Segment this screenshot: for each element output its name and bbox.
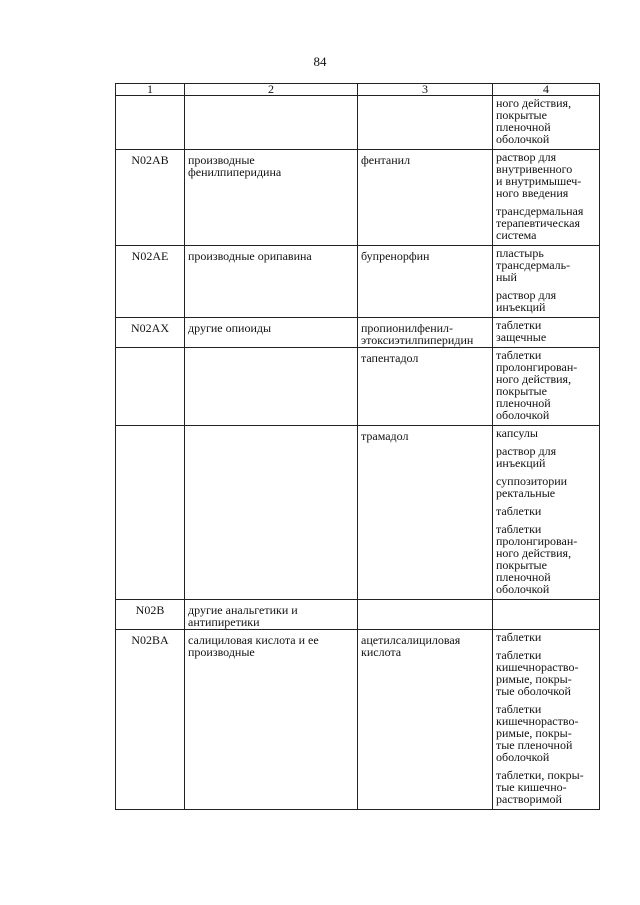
drug-cell [358, 96, 493, 150]
atc-code-cell: N02B [116, 600, 185, 630]
atc-code-cell: N02AX [116, 318, 185, 348]
dosage-form: таблетки защечные [496, 318, 547, 344]
forms-cell [493, 630, 600, 810]
column-header-4: 4 [493, 84, 600, 96]
forms-cell [493, 318, 600, 348]
dosage-form: таблетки [496, 630, 542, 644]
forms-cell [493, 150, 600, 246]
drug-cell: фентанил [358, 150, 493, 246]
dosage-form: пластырь трансдермаль- ный [496, 246, 571, 284]
group-cell: производные орипавина [185, 246, 358, 318]
table-row [116, 150, 600, 246]
drug-cell: тапентадол [358, 348, 493, 426]
atc-code-cell: N02AB [116, 150, 185, 246]
group-cell [185, 348, 358, 426]
dosage-form: трансдермальная терапевтическая система [496, 204, 584, 242]
drug-cell [358, 600, 493, 630]
dosage-form [493, 600, 599, 605]
table-row [116, 318, 600, 348]
dosage-form: таблетки кишечнораство- римые, покры- тые оболочкой [496, 648, 579, 698]
dosage-form: таблетки [496, 504, 542, 518]
drug-cell: пропионилфенил- этоксиэтилпиперидин [358, 318, 493, 348]
forms-cell [493, 426, 600, 600]
atc-code-cell [116, 348, 185, 426]
forms-cell [493, 600, 600, 630]
group-cell: салициловая кислота и ее производные [185, 630, 358, 810]
column-header-2: 2 [185, 84, 358, 96]
group-cell [185, 426, 358, 600]
atc-code-cell: N02AE [116, 246, 185, 318]
group-cell: другие анальгетики и антипиретики [185, 600, 358, 630]
forms-cell [493, 246, 600, 318]
dosage-form: раствор для инъекций [496, 444, 557, 470]
drug-cell: трамадол [358, 426, 493, 600]
forms-cell [493, 96, 600, 150]
drug-table [115, 83, 600, 810]
atc-code-cell [116, 96, 185, 150]
page-number: 84 [313, 54, 327, 69]
dosage-form: раствор для внутривенного и внутримышеч- ного введения [496, 150, 582, 200]
group-cell: производные фенилпиперидина [185, 150, 358, 246]
dosage-form: капсулы [496, 426, 538, 440]
column-header-1: 1 [116, 84, 185, 96]
atc-code-cell: N02BA [116, 630, 185, 810]
table-row [116, 426, 600, 600]
table-header-row [116, 84, 600, 96]
dosage-form: таблетки пролонгирован- ного действия, покрытые пленочной оболочкой [496, 522, 578, 596]
forms-cell [493, 348, 600, 426]
table-row [116, 348, 600, 426]
drug-cell: бупренорфин [358, 246, 493, 318]
group-cell: другие опиоиды [185, 318, 358, 348]
dosage-form: раствор для инъекций [496, 288, 557, 314]
dosage-form: таблетки кишечнораство- римые, покры- тые пленочной оболочкой [496, 702, 579, 764]
dosage-form: суппозитории ректальные [496, 474, 568, 500]
dosage-form: таблетки, покры- тые кишечно- растворимой [496, 768, 584, 806]
dosage-form: ного действия, покрытые пленочной оболочкой [496, 96, 572, 146]
table-row [116, 246, 600, 318]
group-cell [185, 96, 358, 150]
dosage-form: таблетки пролонгирован- ного действия, покрытые пленочной оболочкой [496, 348, 578, 422]
column-header-3: 3 [358, 84, 493, 96]
table-row [116, 600, 600, 630]
table-row [116, 96, 600, 150]
atc-code-cell [116, 426, 185, 600]
drug-cell: ацетилсалициловая кислота [358, 630, 493, 810]
table-row [116, 630, 600, 810]
